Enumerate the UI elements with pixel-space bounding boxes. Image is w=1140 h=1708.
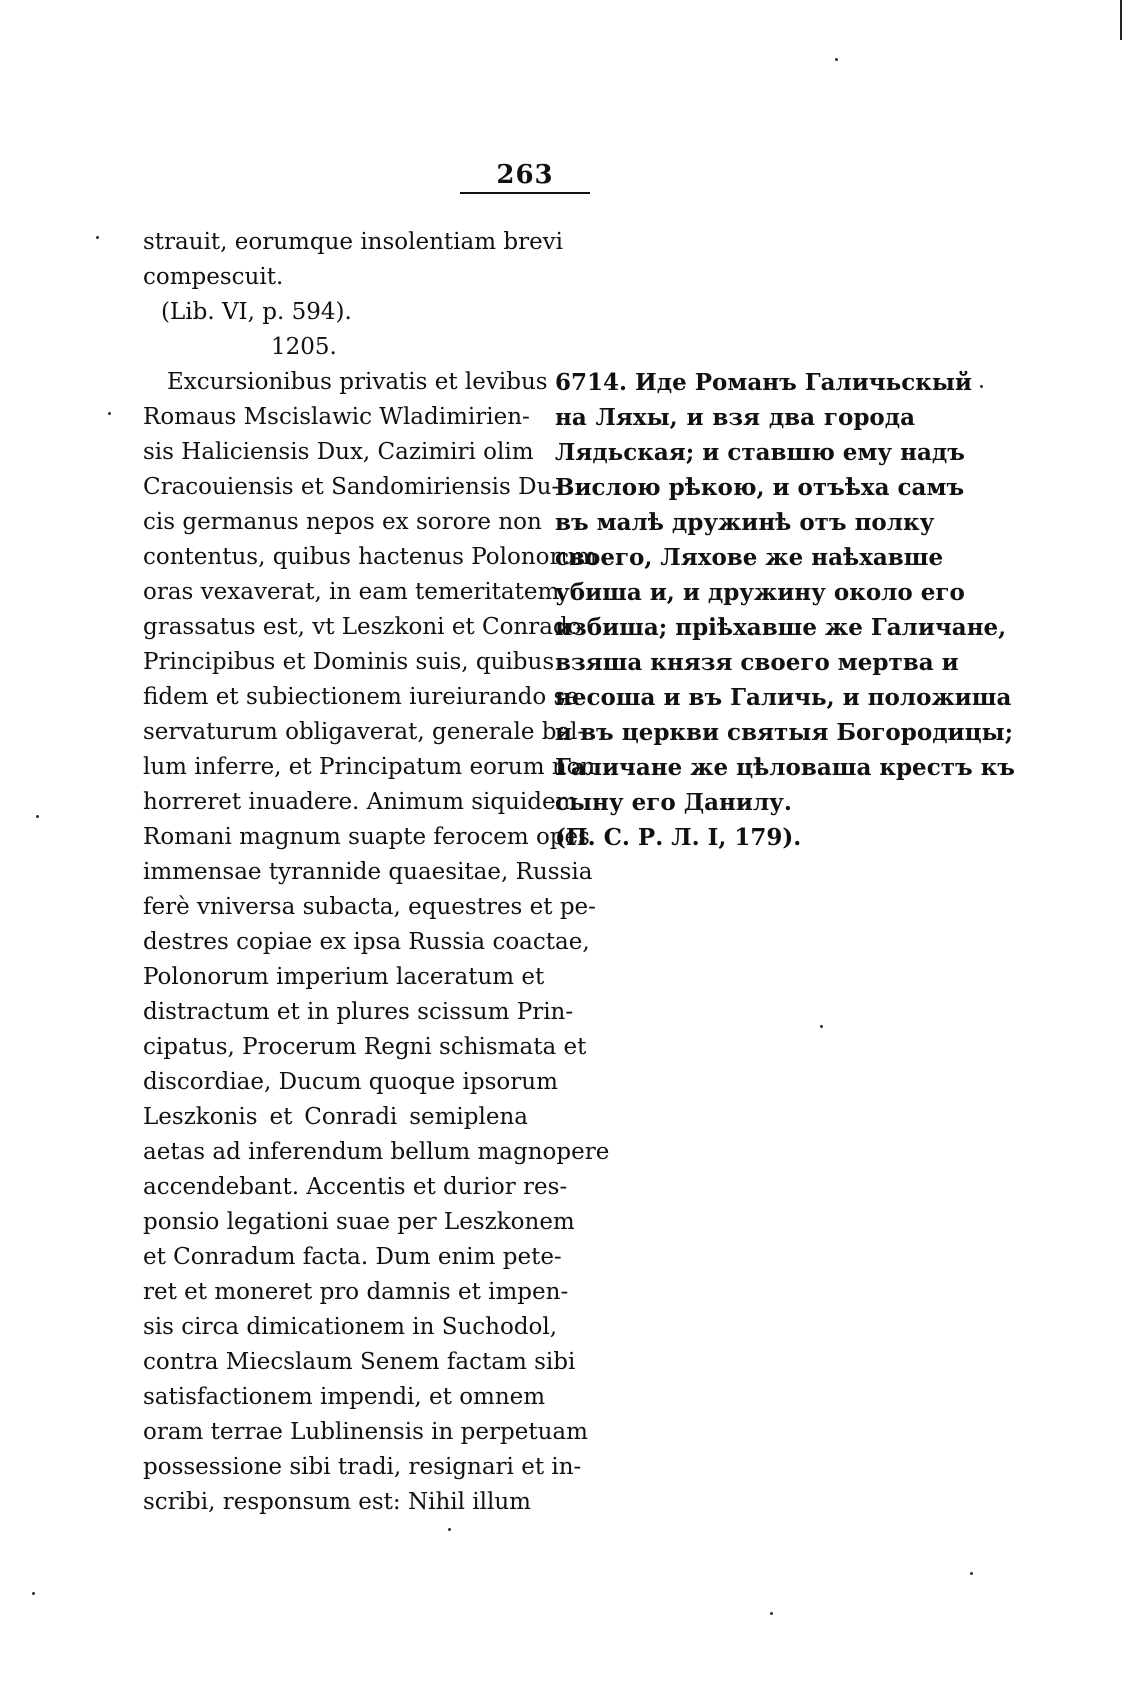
scan-speck [820,1025,823,1028]
latin-line: sis circa dimicationem in Suchodol, [143,1314,558,1340]
latin-line: aetas ad inferendum bellum magnopere [143,1139,610,1165]
latin-line: discordiae, Ducum quoque ipsorum [143,1069,558,1095]
latin-line: contentus, quibus hactenus Polonorum [143,544,598,570]
latin-line: et Conradum facta. Dum enim pete- [143,1244,562,1270]
latin-line: compescuit. [143,264,284,290]
russian-line: сыну его Данилу. [555,789,792,816]
latin-year-heading: 1205. [271,334,337,360]
page-edge-rule [1120,0,1122,40]
latin-line: possessione sibi tradi, resignari et in- [143,1454,582,1480]
latin-line: Romaus Mscislawic Wladimirien- [143,404,530,430]
latin-line: contra Miecslaum Senem factam sibi [143,1349,576,1375]
latin-line: Polonorum imperium laceratum et [143,964,545,990]
latin-line: cis germanus nepos ex sorore non [143,509,542,535]
scan-speck [448,1528,451,1531]
latin-line: fidem et subiectionem iureiurando se [143,684,579,710]
russian-line: Вислою рѣкою, и отъѣха самъ [555,474,965,501]
russian-column [555,365,1015,855]
russian-line: Галичане же цѣловаша крестъ къ [555,754,1015,781]
latin-line: horreret inuadere. Animum siquidem [143,789,578,815]
latin-line: satisfactionem impendi, et omnem [143,1384,546,1410]
russian-line: на Ляхы, и взя два города [555,404,915,431]
russian-line: несоша и въ Галичь, и положиша [555,684,1012,711]
russian-line: своего, Ляхове же наѣхавше [555,544,944,571]
latin-line: accendebant. Accentis et durior res- [143,1174,568,1200]
russian-line: Лядьская; и ставшю ему надъ [555,439,965,466]
russian-line: убиша и, и дружину около его [555,579,965,606]
latin-line: cipatus, Procerum Regni schismata et [143,1034,587,1060]
russian-line: и въ церкви святыя Богородицы; [555,719,1014,746]
scan-speck [108,412,111,415]
latin-line: Leszkonis et Conradi semiplena [143,1104,528,1130]
latin-line: Cracouiensis et Sandomiriensis Du- [143,474,560,500]
latin-line: sis Haliciensis Dux, Cazimiri olim [143,439,534,465]
header-rule [460,192,590,194]
russian-line: избиша; пріѣхавше же Галичане, [555,614,1007,641]
latin-line: Excursionibus privatis et levibus [167,369,548,395]
latin-line: oram terrae Lublinensis in perpetuam [143,1419,588,1445]
russian-line: взяша князя своего мертва и [555,649,959,676]
latin-line: servaturum obligaverat, generale bel- [143,719,586,745]
latin-line: distractum et in plures scissum Prin- [143,999,574,1025]
latin-line: scribi, responsum est: Nihil illum [143,1489,531,1515]
latin-line: destres copiae ex ipsa Russia coactae, [143,929,590,955]
latin-line: Principibus et Dominis suis, quibus [143,649,555,675]
latin-line: oras vexaverat, in eam temeritatem [143,579,560,605]
scan-speck [835,58,838,61]
scan-speck [96,236,99,239]
scan-speck [36,815,39,818]
latin-line: ponsio legationi suae per Leszkonem [143,1209,575,1235]
latin-citation: (Lib. VI, p. 594). [161,299,352,325]
page-number: 263 [496,160,554,190]
russian-line: 6714. Иде Романъ Галичьскый [555,369,972,396]
latin-line: ferè vniversa subacta, equestres et pe- [143,894,596,920]
scan-speck [32,1592,35,1595]
latin-line: ret et moneret pro damnis et impen- [143,1279,569,1305]
scan-speck [980,385,983,388]
latin-line: immensae tyrannide quaesitae, Russia [143,859,593,885]
russian-line: въ малѣ дружинѣ отъ полку [555,509,935,536]
scan-speck [970,1572,973,1575]
latin-line: lum inferre, et Principatum eorum non [143,754,596,780]
scan-speck [770,1612,773,1615]
latin-line: strauit, eorumque insolentiam brevi [143,229,564,255]
latin-line: grassatus est, vt Leszkoni et Conrado [143,614,582,640]
latin-line: Romani magnum suapte ferocem opes [143,824,590,850]
latin-column [143,225,610,1520]
russian-citation: (П. С. Р. Л. I, 179). [555,824,802,851]
